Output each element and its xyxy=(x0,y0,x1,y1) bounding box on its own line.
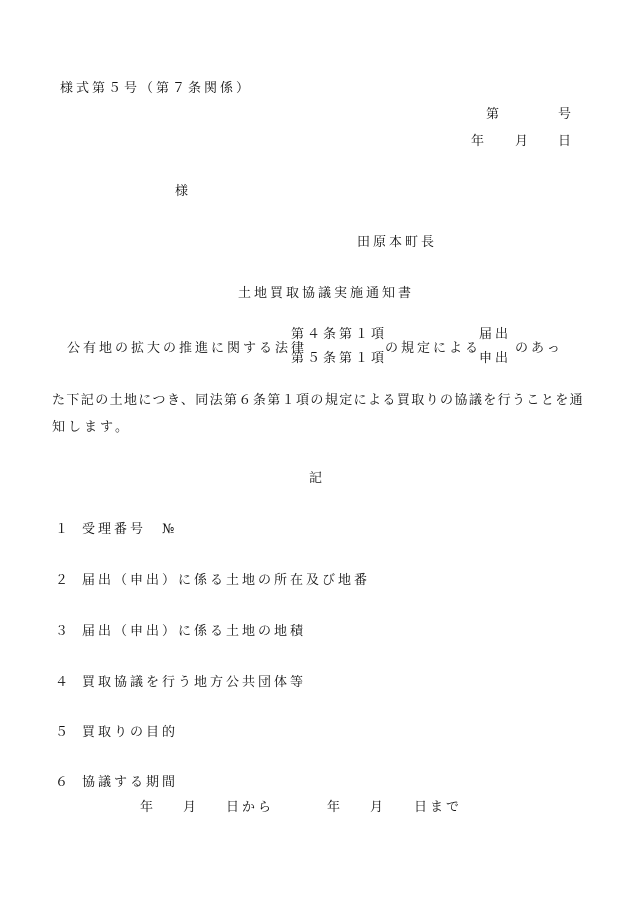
list-item xyxy=(55,721,178,740)
item-number: ４ xyxy=(55,675,72,690)
document-title: 土地買取協議実施通知書 xyxy=(238,286,415,301)
sender: 田原本町長 xyxy=(357,235,438,250)
item-number: ６ xyxy=(55,775,72,790)
body-line-2: た下記の土地につき、同法第６条第１項の規定による買取りの協議を行うことを通 xyxy=(52,393,585,408)
item-label: 受理番号 № xyxy=(82,522,178,537)
body-line-3: 知します。 xyxy=(52,420,131,435)
law-option-1: 第４条第１項 xyxy=(291,327,388,342)
doc-number-prefix: 第 xyxy=(486,107,503,122)
notice-option-2: 申出 xyxy=(479,351,512,366)
period-from-day: 日から xyxy=(226,800,275,815)
period-to-day: 日まで xyxy=(414,800,463,815)
item-number: １ xyxy=(55,522,72,537)
list-item xyxy=(55,620,306,639)
item-label: 届出（申出）に係る土地の所在及び地番 xyxy=(82,573,371,588)
item-label: 協議する期間 xyxy=(82,775,179,790)
body-suffix: のあっ xyxy=(515,341,563,356)
list-item xyxy=(55,569,370,588)
ki-heading: 記 xyxy=(309,471,326,486)
list-item xyxy=(55,518,177,537)
notice-option-1: 届出 xyxy=(479,327,512,342)
date-day: 日 xyxy=(558,134,575,149)
body-middle: の規定による xyxy=(385,341,482,356)
doc-number-suffix: 号 xyxy=(558,107,575,122)
item-number: ２ xyxy=(55,573,72,588)
law-option-2: 第５条第１項 xyxy=(291,351,388,366)
period-from-year: 年 xyxy=(140,800,157,815)
item-label: 買取協議を行う地方公共団体等 xyxy=(82,675,307,690)
date-month: 月 xyxy=(515,134,532,149)
date-year: 年 xyxy=(471,134,488,149)
body-prefix: 公有地の拡大の推進に関する法律 xyxy=(67,341,308,356)
addressee-suffix: 様 xyxy=(175,184,192,199)
period-to-month: 月 xyxy=(370,800,387,815)
list-item xyxy=(55,671,306,690)
list-item xyxy=(55,771,178,790)
period-from-month: 月 xyxy=(183,800,200,815)
period-to-year: 年 xyxy=(327,800,344,815)
item-label: 届出（申出）に係る土地の地積 xyxy=(82,624,307,639)
item-number: ５ xyxy=(55,725,72,740)
form-label: 様式第５号（第７条関係） xyxy=(60,81,253,96)
item-label: 買取りの目的 xyxy=(82,725,179,740)
item-number: ３ xyxy=(55,624,72,639)
